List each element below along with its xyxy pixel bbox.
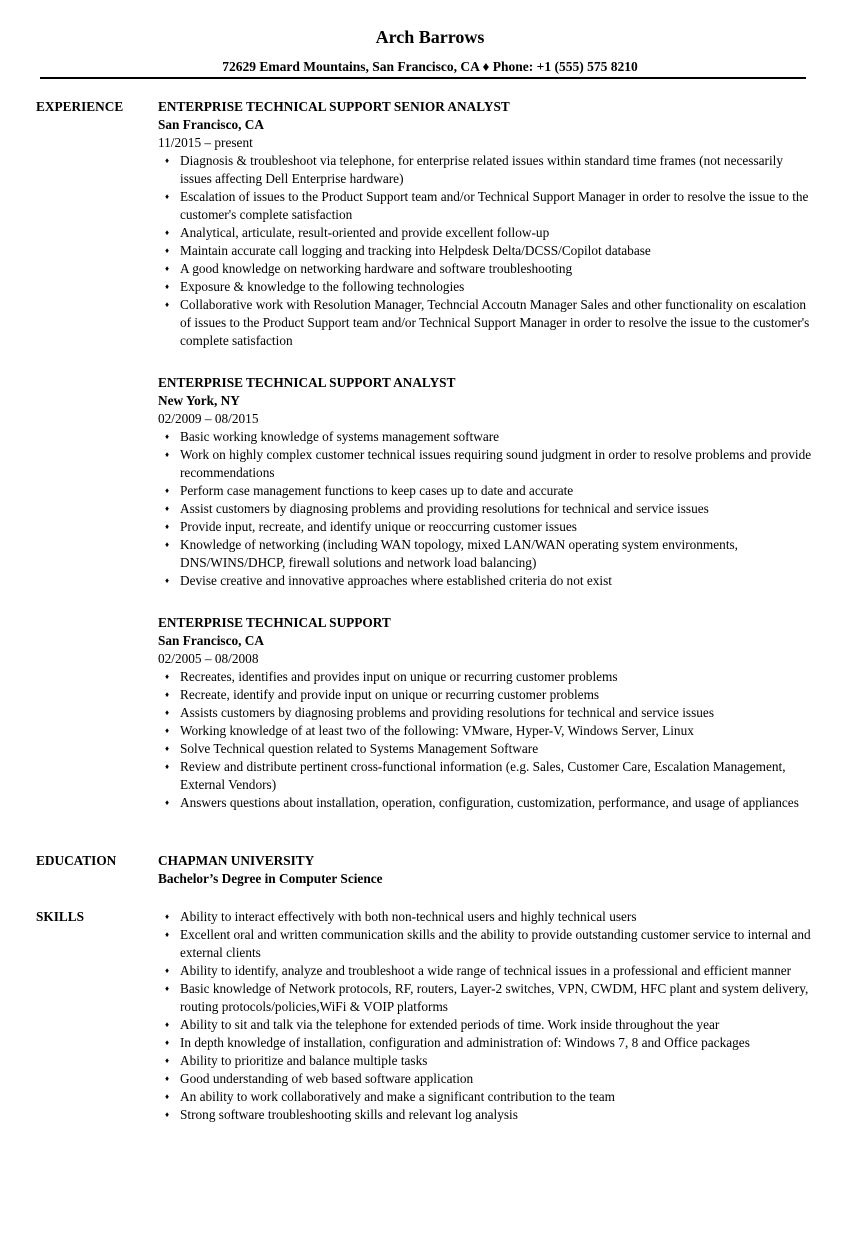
header-divider [40, 77, 806, 79]
list-item: ♦ Assist customers by diagnosing problems and providing resolutions for technical and service issues [180, 500, 814, 518]
job-bullets [158, 152, 814, 350]
list-item: ♦ A good knowledge on networking hardware and software troubleshooting [180, 260, 814, 278]
list-item: ♦ Solve Technical question related to Systems Management Software [180, 740, 814, 758]
list-item: ♦ Provide input, recreate, and identify unique or reoccurring customer issues [180, 518, 814, 536]
experience-section [36, 98, 826, 836]
degree: Bachelor’s Degree in Computer Science [158, 871, 383, 886]
list-item: ♦ Recreate, identify and provide input on unique or recurring customer problems [180, 686, 814, 704]
skill-item: ♦ Good understanding of web based software application [180, 1070, 814, 1088]
list-item: ♦ Assists customers by diagnosing problems and providing resolutions for technical and service issues [180, 704, 814, 722]
job-bullets [158, 428, 814, 590]
list-item: ♦ Maintain accurate call logging and tracking into Helpdesk Delta/DCSS/Copilot database [180, 242, 814, 260]
skill-item: ♦ Ability to prioritize and balance multiple tasks [180, 1052, 814, 1070]
job-location: San Francisco, CA [158, 117, 265, 132]
list-item: ♦ Exposure & knowledge to the following technologies [180, 278, 814, 296]
contact-line: 72629 Emard Mountains, San Francisco, CA ♦ Phone: +1 (555) 575 8210 [222, 59, 638, 74]
section-label-education: EDUCATION [36, 853, 117, 868]
skills-list [158, 908, 814, 1124]
job-title: ENTERPRISE TECHNICAL SUPPORT ANALYST [158, 375, 456, 390]
list-item: ♦ Devise creative and innovative approaches where established criteria do not exist [180, 572, 814, 590]
list-item: ♦ Review and distribute pertinent cross-functional information (e.g. Sales, Customer Care, Escalation Management, External Vendors) [180, 758, 814, 794]
list-item: ♦ Perform case management functions to keep cases up to date and accurate [180, 482, 814, 500]
job-dates: 02/2009 – 08/2015 [158, 411, 259, 426]
skill-item: ♦ Ability to sit and talk via the telephone for extended periods of time. Work inside throughout the year [180, 1016, 814, 1034]
job-entry [158, 614, 814, 812]
job-title: ENTERPRISE TECHNICAL SUPPORT SENIOR ANALYST [158, 99, 510, 114]
job-bullets [158, 668, 814, 812]
skill-item: ♦ Ability to identify, analyze and troubleshoot a wide range of technical issues in a professional and efficient manner [180, 962, 814, 980]
job-dates: 11/2015 – present [158, 135, 253, 150]
list-item: ♦ Work on highly complex customer technical issues requiring sound judgment in order to resolve problems and provide recommendations [180, 446, 814, 482]
experience-jobs [158, 98, 814, 836]
resume-name: Arch Barrows [375, 27, 485, 47]
skill-item: ♦ An ability to work collaboratively and make a significant contribution to the team [180, 1088, 814, 1106]
education-section [36, 852, 826, 888]
skill-item: ♦ Strong software troubleshooting skills and relevant log analysis [180, 1106, 814, 1124]
job-location: San Francisco, CA [158, 633, 265, 648]
list-item: ♦ Working knowledge of at least two of the following: VMware, Hyper-V, Windows Server, Linux [180, 722, 814, 740]
section-label-skills: SKILLS [36, 909, 85, 924]
school-name: CHAPMAN UNIVERSITY [158, 853, 315, 868]
list-item: ♦ Collaborative work with Resolution Manager, Techncial Accoutn Manager Sales and other functionality on escalation of issues to the Product Support team and/or Technical Support Manager in order to resolve the issue to the customer's complete satisfaction [180, 296, 814, 350]
skill-item: ♦ Ability to interact effectively with both non-technical users and highly technical users [180, 908, 814, 926]
skills-section [36, 908, 826, 1124]
job-location: New York, NY [158, 393, 240, 408]
skill-item: ♦ In depth knowledge of installation, configuration and administration of: Windows 7, 8 and Office packages [180, 1034, 814, 1052]
job-entry [158, 98, 814, 350]
list-item: ♦ Diagnosis & troubleshoot via telephone, for enterprise related issues within standard time frames (not necessarily issues affecting Dell Enterprise hardware) [180, 152, 814, 188]
list-item: ♦ Recreates, identifies and provides input on unique or recurring customer problems [180, 668, 814, 686]
list-item: ♦ Analytical, articulate, result-oriented and provide excellent follow-up [180, 224, 814, 242]
list-item: ♦ Answers questions about installation, operation, configuration, customization, performance, and usage of appliances [180, 794, 814, 812]
skill-item: ♦ Basic knowledge of Network protocols, RF, routers, Layer-2 switches, VPN, CWDM, HFC plant and system delivery, routing protocols/policies,WiFi & VOIP platforms [180, 980, 814, 1016]
skill-item: ♦ Excellent oral and written communication skills and the ability to provide outstanding customer service to internal and external clients [180, 926, 814, 962]
section-label-experience: EXPERIENCE [36, 99, 124, 114]
list-item: ♦ Knowledge of networking (including WAN topology, mixed LAN/WAN operating system environments, DNS/WINS/DHCP, firewall solutions and network load balancing) [180, 536, 814, 572]
job-entry [158, 374, 814, 590]
list-item: ♦ Escalation of issues to the Product Support team and/or Technical Support Manager in order to resolve the issue to the customer's complete satisfaction [180, 188, 814, 224]
job-title: ENTERPRISE TECHNICAL SUPPORT [158, 615, 391, 630]
job-dates: 02/2005 – 08/2008 [158, 651, 259, 666]
list-item: ♦ Basic working knowledge of systems management software [180, 428, 814, 446]
